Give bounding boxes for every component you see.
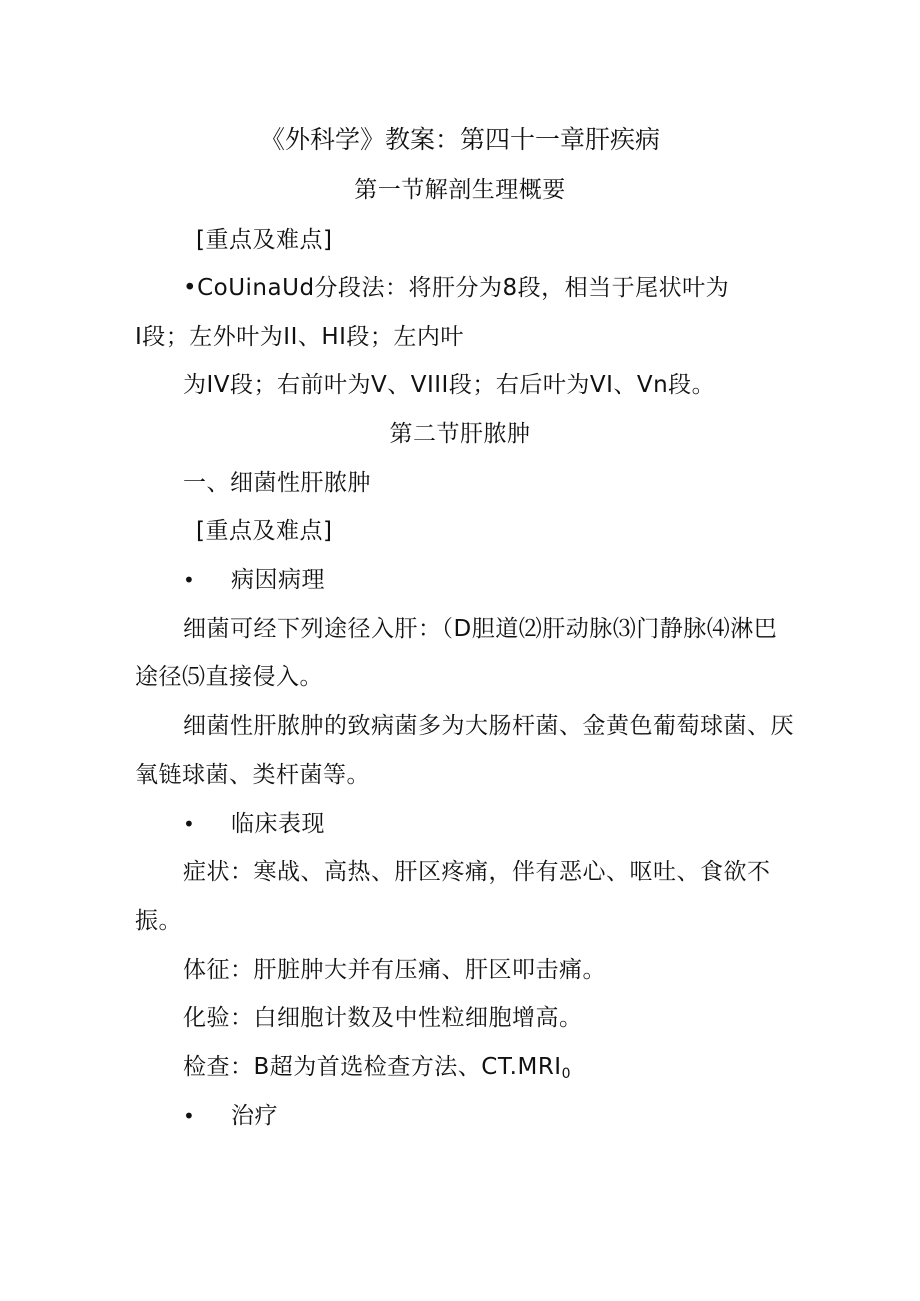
exam-subscript: 0 — [561, 1066, 571, 1082]
section-heading-anatomy: 第一节解剖生理概要 — [354, 177, 566, 203]
key-points-label: [重点及难点] — [196, 227, 333, 253]
symptoms-line-1: 症状：寒战、高热、肝区疼痛，伴有恶心、呕吐、食欲不 — [183, 859, 771, 885]
signs-line: 体征：肝脏肿大并有压痛、肝区叩击痛。 — [183, 957, 606, 983]
labs-line: 化验：白细胞计数及中性粒细胞增高。 — [183, 1005, 583, 1031]
couinaud-line-3: 为IV段；右前叶为V、VIII段；右后叶为VI、Vn段。 — [183, 372, 716, 398]
etiology-label: 病因病理 — [231, 567, 325, 593]
document-title: 《外科学》教案：第四十一章肝疾病 — [259, 125, 660, 154]
etiology-paragraph-2-line-2: 氧链球菌、类杆菌等。 — [135, 762, 370, 788]
couinaud-line-2: I段；左外叶为II、HI段；左内叶 — [135, 324, 464, 350]
bullet-icon: • — [183, 568, 195, 592]
bullet-icon: • — [183, 1104, 195, 1128]
treatment-label: 治疗 — [231, 1103, 278, 1129]
bullet-icon: • — [183, 812, 195, 836]
subheading-bacterial-abscess: 一、细菌性肝脓肿 — [183, 470, 371, 496]
section-heading-abscess: 第二节肝脓肿 — [389, 421, 531, 447]
clinical-label: 临床表现 — [231, 811, 325, 837]
couinaud-line-1 — [183, 273, 729, 303]
etiology-paragraph-2-line-1: 细菌性肝脓肿的致病菌多为大肠杆菌、金黄色葡萄球菌、厌 — [183, 713, 794, 739]
bullet-icon: • — [183, 275, 198, 301]
etiology-paragraph-1-line-1: 细菌可经下列途径入肝：（D胆道⑵肝动脉⑶门静脉⑷淋巴 — [183, 616, 778, 642]
couinaud-text-1: CoUinaUd分段法：将肝分为8段，相当于尾状叶为 — [197, 275, 730, 301]
exam-line — [183, 1052, 571, 1089]
exam-text: 检查：B超为首选检查方法、CT.MRI — [183, 1054, 562, 1080]
key-points-label: [重点及难点] — [196, 518, 333, 544]
etiology-paragraph-1-line-2: 途径⑸直接侵入。 — [135, 664, 323, 690]
symptoms-line-2: 振。 — [135, 908, 182, 934]
